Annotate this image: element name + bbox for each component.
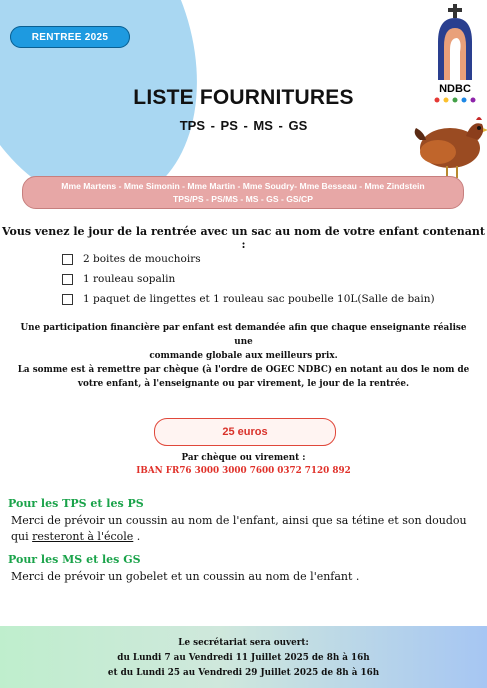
- tps-ps-line: Merci de prévoir un coussin au nom de l'enfant, ainsi que sa tétine et son doudou: [11, 514, 467, 527]
- checkbox-icon: [62, 274, 73, 285]
- ms-gs-text: Merci de prévoir un gobelet et un coussin au nom de l'enfant .: [11, 570, 360, 583]
- text-span: .: [133, 530, 141, 543]
- participation-line: commande globale aux meilleurs prix.: [149, 351, 338, 361]
- amount-badge: 25 euros: [154, 418, 336, 446]
- levels-subtitle: TPS - PS - MS - GS: [179, 118, 308, 133]
- logo-text: NDBC: [439, 83, 471, 95]
- footer-line: du Lundi 7 au Vendredi 11 Juillet 2025 de 8h à 16h: [117, 653, 370, 663]
- page-title: LISTE FOURNITURES: [133, 86, 354, 109]
- item-label: 1 rouleau sopalin: [83, 273, 176, 285]
- teachers-classes: TPS/PS - PS/MS - MS - GS - GS/CP: [173, 194, 313, 204]
- footer-line: et du Lundi 25 au Vendredi 29 Juillet 2025 de 8h à 16h: [107, 668, 380, 678]
- supplies-list: [62, 249, 435, 309]
- participation-text: [10, 321, 477, 391]
- participation-line: votre enfant, à l'enseignante ou par virement, le jour de la rentrée.: [77, 379, 410, 389]
- participation-line: Une participation financière par enfant est demandée afin que chaque enseignante réalise une: [20, 323, 467, 347]
- iban-text: IBAN FR76 3000 3000 7600 0372 7120 892: [136, 466, 351, 476]
- underlined-text: resteront à l'école: [32, 530, 134, 543]
- tps-ps-line2: [11, 529, 481, 545]
- footer-band: [0, 626, 487, 688]
- participation-line: La somme est à remettre par chèque (à l'ordre de OGEC NDBC) en notant au dos le nom de: [17, 365, 470, 375]
- text-span: qui: [11, 530, 33, 543]
- teachers-names: Mme Martens - Mme Simonin - Mme Martin - Mme Soudry- Mme Besseau - Mme Zindstein: [61, 181, 425, 191]
- list-item: [62, 249, 435, 269]
- tps-ps-heading: Pour les TPS et les PS: [8, 497, 144, 510]
- payment-method: Par chèque ou virement :: [181, 453, 306, 463]
- hen-illustration: [408, 110, 487, 180]
- tps-ps-text: [11, 513, 481, 545]
- footer-line: Le secrétariat sera ouvert:: [178, 638, 309, 648]
- intro-text: Vous venez le jour de la rentrée avec un sac au nom de votre enfant contenant :: [2, 225, 485, 251]
- list-item: [62, 269, 435, 289]
- checkbox-icon: [62, 294, 73, 305]
- item-label: 1 paquet de lingettes et 1 rouleau sac poubelle 10L(Salle de bain): [83, 293, 435, 305]
- list-item: [62, 289, 435, 309]
- item-label: 2 boites de mouchoirs: [83, 253, 201, 265]
- teachers-band: [22, 176, 464, 209]
- rentree-badge: RENTREE 2025: [10, 26, 130, 48]
- ms-gs-heading: Pour les MS et les GS: [8, 553, 141, 566]
- checkbox-icon: [62, 254, 73, 265]
